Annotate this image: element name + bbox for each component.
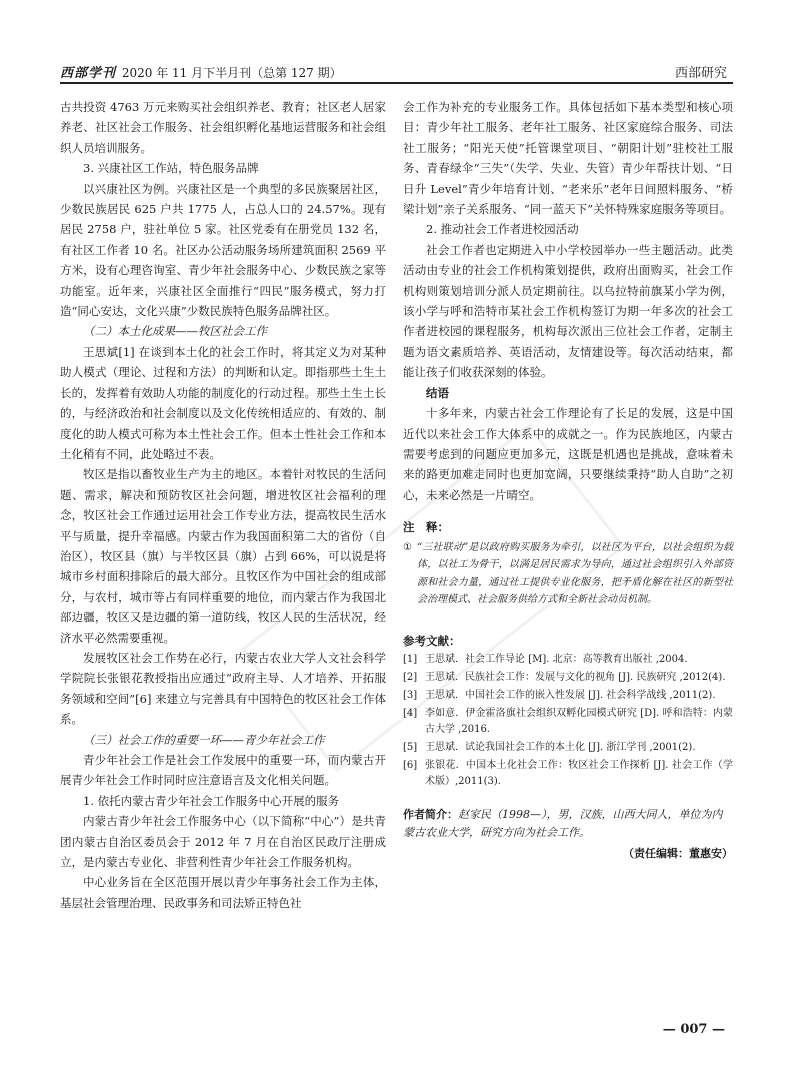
reference-text: 王思斌．民族社会工作：发展与文化的视角 [J]. 民族研究 ,2012(4). — [425, 671, 726, 683]
reference-number: [5] — [403, 741, 418, 753]
notes-section — [403, 519, 733, 609]
references-section — [403, 633, 733, 790]
right-column — [403, 97, 733, 864]
journal-logo: 西部学刊 — [60, 66, 117, 81]
paragraph: 青少年社会工作是社会工作发展中的重要一环，而内蒙古开展青少年社会工作时同时应注意语言及文化相关问题。 — [60, 753, 386, 788]
reference-text: 张银花．中国本土化社会工作：牧区社会工作探析 [J]. 社会工作（学术版）,2011(3). — [425, 759, 733, 787]
paragraph: 十多年来，内蒙古社会工作理论有了长足的发展，这是中国近代以来社会工作大体系中的成就之一。作为民族地区，内蒙古需要考虑到的问题应更加多元，这既是机遇也是挑战，意味着未来的路更加难走同时也更加宽阔，只要继续秉持“助人自助”之初心，未来必然是一片晴空。 — [403, 406, 733, 502]
page-number: — 007 — — [662, 1022, 725, 1037]
author-text: 赵家民（1998—），男，汉族，山西大同人，单位为内蒙古农业大学，研究方向为社会工作。 — [403, 807, 723, 839]
references-title: 参考文献： — [403, 633, 461, 648]
left-column — [60, 97, 386, 913]
paragraph: 发展牧区社会工作势在必行，内蒙古农业大学人文社会科学学院院长张银花教授指出应通过“政府主导、人才培养、开拓服务领域和空间”[6] 来建立与完善具有中国特色的牧区社会工作体系。 — [60, 650, 386, 727]
editor-credit: （责任编辑：董惠安） — [623, 846, 733, 860]
paragraph: 内蒙古青少年社会工作服务中心（以下简称“中心”）是共青团内蒙古自治区委员会于 2012 年 7 月在自治区民政厅注册成立，是内蒙古专业化、非营利性青少年社会工作服务机构。 — [60, 814, 386, 870]
reference-text: 王思斌．中国社会工作的嵌入性发展 [J]. 社会科学战线 ,2011(2). — [425, 689, 716, 701]
note-text: “三社联动”是以政府购买服务为牵引，以社区为平台，以社会组织为载体，以社工为骨干，以满足居民需求为导向，通过社会组织引入外部资源和社会力量，通过社工提供专业化服务，把矛盾化解在社区的新型社会治理模式、社会服务供给方式和全新社会动员机制。 — [417, 541, 733, 606]
paragraph: 社会工作者也定期进入中小学校园举办一些主题活动。此类活动由专业的社会工作机构策划提供，政府出面购买，社会工作机构则策划培训分派人员定期前往。以乌拉特前旗某小学为例，该小学与呼和浩特市某社会工作机构签订为期一年多次的社会工作者进校园的课程服务，机构每次派出三位社会工作者，定制主题为语文素质培养、英语活动，友情建设等。每次活动结束，都能让孩子们收获深刻的体验。 — [403, 242, 733, 380]
paragraph: 古共投资 4763 万元来购买社会组织养老、教育；社区老人居家养老、社区社会工作服务、社会组织孵化基地运营服务和社会组织人员培训服务。 — [60, 100, 386, 155]
section-heading: 结语 — [426, 385, 449, 400]
reference-item — [403, 706, 733, 738]
header-issue: 2020 年 11 月下半月刊（总第 127 期） — [121, 66, 342, 80]
reference-item — [403, 688, 733, 704]
paragraph: 2. 推动社会工作者进校园活动 — [426, 222, 579, 237]
section-heading: （三）社会工作的重要一环——青少年社会工作 — [83, 732, 325, 747]
references-list — [403, 652, 733, 790]
reference-number: [4] — [403, 707, 418, 719]
author-bio — [403, 806, 733, 842]
reference-text: 王思斌．试论我国社会工作的本土化 [J]. 浙江学刊 ,2001(2). — [425, 741, 696, 753]
reference-text: 王思斌．社会工作导论 [M]. 北京：高等教育出版社 ,2004. — [425, 653, 688, 665]
note-item — [403, 539, 733, 609]
reference-number: [1] — [403, 653, 418, 665]
reference-number: [2] — [403, 671, 418, 683]
section-heading: （二）本土化成果——牧区社会工作 — [83, 324, 267, 339]
right-column-body — [403, 97, 733, 505]
reference-number: [6] — [403, 759, 418, 771]
author-label: 作者简介： — [403, 807, 458, 821]
reference-text: 李如意．伊金霍洛旗社会组织双孵化园模式研究 [D]. 呼和浩特：内蒙古大学 ,2016. — [425, 707, 733, 735]
note-number: ① — [403, 541, 412, 553]
paragraph: 以兴康社区为例。兴康社区是一个典型的多民族聚居社区，少数民族居民 625 户共 1775 人，占总人口的 24.57%。现有居民 2758 户，驻社单位 5 家。社区党委有在册党员 132 名，有社区工作者 10 名。社区办公活动服务场所建筑面积 2569 平方米，设有心理咨询室、青少年社会服务中心、少数民族之家等功能室。近年来，兴康社区全面推行“四民”服务模式，努力打造“同心安达，文化兴康”少数民族特色服务品牌社区。 — [60, 181, 386, 319]
paragraph: 1. 依托内蒙古青少年社会工作服务中心开展的服务 — [83, 793, 340, 808]
page-header — [60, 60, 733, 84]
header-journal — [60, 62, 342, 81]
reference-item — [403, 652, 733, 668]
reference-item — [403, 740, 733, 756]
paragraph: 牧区是指以畜牧业生产为主的地区。本着针对牧民的生活问题、需求，解决和预防牧区社会问题，增进牧区社会福利的理念，牧区社会工作通过运用社会工作专业方法，提高牧民生活水平与质量，提升幸福感。内蒙古作为我国面积第二大的省份（自治区），牧区县（旗）与半牧区县（旗）占到 66%，可以说是将城市乡村面积排除后的最大部分。且牧区作为中国社会的组成部分，与农村，城市等占有同样重要的地位，而内蒙古作为我国北部边疆，牧区又是边疆的第一道防线，牧区人民的生活状况，经济水平必然需要重视。 — [60, 467, 386, 645]
header-section: 西部研究 — [674, 66, 727, 81]
reference-item — [403, 670, 733, 686]
paragraph: 王思斌[1] 在谈到本土化的社会工作时，将其定义为对某种助人模式（理论、过程和方法）的判断和认定。即指那些土生土长的，发挥着有效助人功能的制度化的行动过程。那些土生土长的，与经济政治和社会制度以及文化传统相适应的、有效的、制度化的助人模式可称为本土性社会工作。但本土性社会工作和本土化稍有不同，此处略过不表。 — [60, 344, 386, 461]
paragraph: 会工作为补充的专业服务工作。具体包括如下基本类型和核心项目：青少年社工服务、老年社工服务、社区家庭综合服务、司法社工服务；“阳光天使”托管课堂项目、“朝阳计划”驻校社工服务、青春绿伞“三失”（失学、失业、失管）青少年帮扶计划、“日日升 Level”青少年培育计划、“老来乐”老年日间照料服务、“桥梁计划”亲子关系服务、“同一蓝天下”关怀特殊家庭服务等项目。 — [403, 100, 733, 217]
notes-title: 注 释： — [403, 520, 449, 535]
paragraph: 中心业务旨在全区范围开展以青少年事务社会工作为主体，基层社会管理治理、民政事务和司法矫正特色社 — [60, 875, 386, 910]
paragraph: 3. 兴康社区工作站，特色服务品牌 — [83, 161, 259, 176]
reference-item — [403, 758, 733, 790]
reference-number: [3] — [403, 689, 418, 701]
